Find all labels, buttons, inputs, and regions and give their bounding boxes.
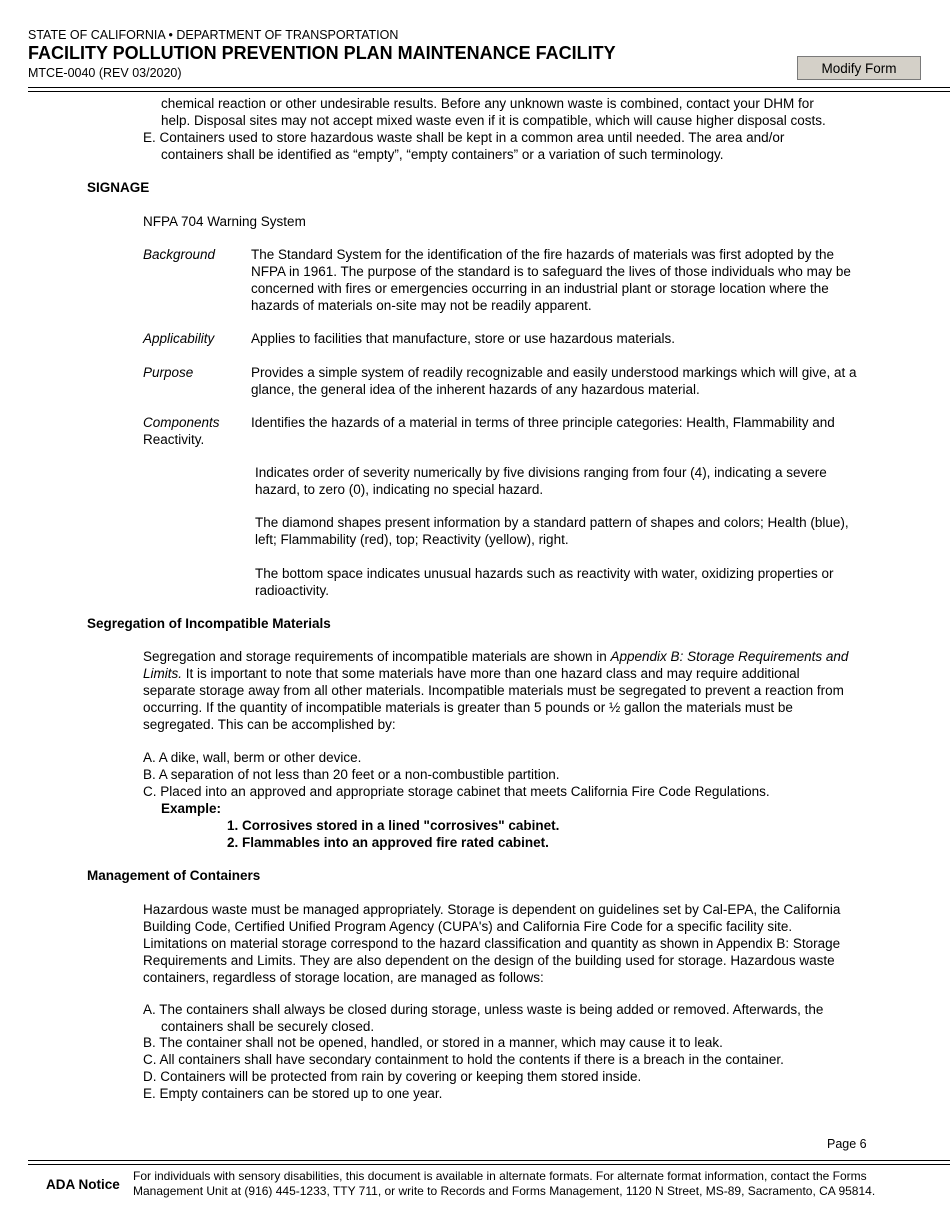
list-item: E. Containers used to store hazardous waste shall be kept in a common area until needed. The area and/or <box>143 130 785 145</box>
paragraph-severity: Indicates order of severity numerically by five divisions ranging from four (4), indicating a severe hazard, to zero (0), indicating no special hazard. <box>255 465 827 497</box>
list-item: A. A dike, wall, berm or other device. <box>143 750 362 765</box>
page-title: FACILITY POLLUTION PREVENTION PLAN MAINTENANCE FACILITY <box>28 43 616 63</box>
continued-line: help. Disposal sites may not accept mixed waste even if it is compatible, which will cause higher disposal costs. <box>161 113 826 128</box>
continued-line: chemical reaction or other undesirable results. Before any unknown waste is combined, contact your DHM for <box>161 96 814 111</box>
section-heading-management: Management of Containers <box>87 868 261 883</box>
term-components: Components <box>143 415 220 430</box>
list-item-wrap: containers shall be identified as “empty”, “empty containers” or a variation of such terminology. <box>161 147 724 162</box>
modify-form-button[interactable]: Modify Form <box>797 56 921 80</box>
term-background: Background <box>143 247 216 262</box>
header-rule <box>28 87 950 88</box>
definition-components-wrap: Reactivity. <box>143 432 205 447</box>
nfpa-system-label: NFPA 704 Warning System <box>143 214 306 229</box>
ada-notice-label: ADA Notice <box>46 1177 120 1192</box>
section-heading-signage: SIGNAGE <box>87 180 150 195</box>
definition-purpose: Provides a simple system of readily recognizable and easily understood markings which will give, at a glance, the general idea of the inherent hazards of any hazardous material. <box>251 365 857 397</box>
list-item: E. Empty containers can be stored up to one year. <box>143 1086 443 1101</box>
list-item: D. Containers will be protected from rain by covering or keeping them stored inside. <box>143 1069 642 1084</box>
header-rule-thin <box>28 91 950 92</box>
list-item: C. Placed into an approved and appropriate storage cabinet that meets California Fire Code Regulations. <box>143 784 770 799</box>
paragraph-diamond: The diamond shapes present information by a standard pattern of shapes and colors; Health (blue), left; Flammability (red), top; Reactivity (yellow), right. <box>255 515 849 547</box>
definition-background: The Standard System for the identification of the fire hazards of materials was first adopted by the NFPA in 1961. The purpose of the standard is to safeguard the lives of those individuals who may be concerned with fires or emergencies occurring in an industrial plant or storage location where the hazards of materials on-site may not be readily apparent. <box>251 247 851 313</box>
term-applicability: Applicability <box>143 331 215 346</box>
paragraph-bottom-space: The bottom space indicates unusual hazards such as reactivity with water, oxidizing properties or radioactivity. <box>255 566 834 598</box>
paragraph-management-intro: Hazardous waste must be managed appropriately. Storage is dependent on guidelines set by Cal-EPA, the California Building Code, Certified Unified Program Agency (CUPA's) and California Fire Code for a specific facility site. Limitations on material storage correspond to the hazard classification and quantity as shown in Appendix B: Storage Requirements and Limits. They are also dependent on the design of the building used for storage. Hazardous waste containers, regardless of storage location, are managed as follows: <box>143 902 841 985</box>
appendix-reference: Appendix B: Storage Requirements and Limits. <box>143 649 849 681</box>
list-item: A. The containers shall always be closed during storage, unless waste is being added or removed. Afterwards, the containers shall be securely closed. <box>143 1002 824 1034</box>
term-purpose: Purpose <box>143 365 194 380</box>
footer-rule <box>28 1160 950 1161</box>
example-label: Example: <box>161 801 222 816</box>
list-item: B. A separation of not less than 20 feet or a non-combustible partition. <box>143 767 560 782</box>
example-item: 1. Corrosives stored in a lined "corrosives" cabinet. <box>227 818 560 833</box>
definition-applicability: Applies to facilities that manufacture, store or use hazardous materials. <box>251 331 675 346</box>
list-item: C. All containers shall have secondary containment to hold the contents if there is a breach in the container. <box>143 1052 784 1067</box>
example-item: 2. Flammables into an approved fire rated cabinet. <box>227 835 549 850</box>
section-heading-segregation: Segregation of Incompatible Materials <box>87 616 331 631</box>
list-item: B. The container shall not be opened, handled, or stored in a manner, which may cause it to leak. <box>143 1035 723 1050</box>
footer-rule-thin <box>28 1164 950 1165</box>
paragraph-segregation-intro: Segregation and storage requirements of incompatible materials are shown in Appendix B: Storage Requirements and Limits. It is important to note that some materials have more than one hazard class and may require additional separate storage away from all other materials. Incompatible materials must be segregated to prevent a reaction from occurring. If the quantity of incompatible materials is greater than 5 pounds or ½ gallon the materials must be segregated. This can be accomplished by: <box>143 649 849 732</box>
ada-notice-text: For individuals with sensory disabilities, this document is available in alternate formats. For alternate format information, contact the Forms Management Unit at (916) 445-1233, TTY 711, or write to Records and Forms Management, 1120 N Street, MS-89, Sacramento, CA 95814. <box>133 1169 876 1198</box>
form-code: MTCE-0040 (REV 03/2020) <box>28 66 182 80</box>
agency-line: STATE OF CALIFORNIA • DEPARTMENT OF TRANSPORTATION <box>28 28 399 42</box>
definition-components: Identifies the hazards of a material in terms of three principle categories: Health, Flammability and <box>251 415 835 430</box>
page-number: Page 6 <box>827 1137 867 1151</box>
